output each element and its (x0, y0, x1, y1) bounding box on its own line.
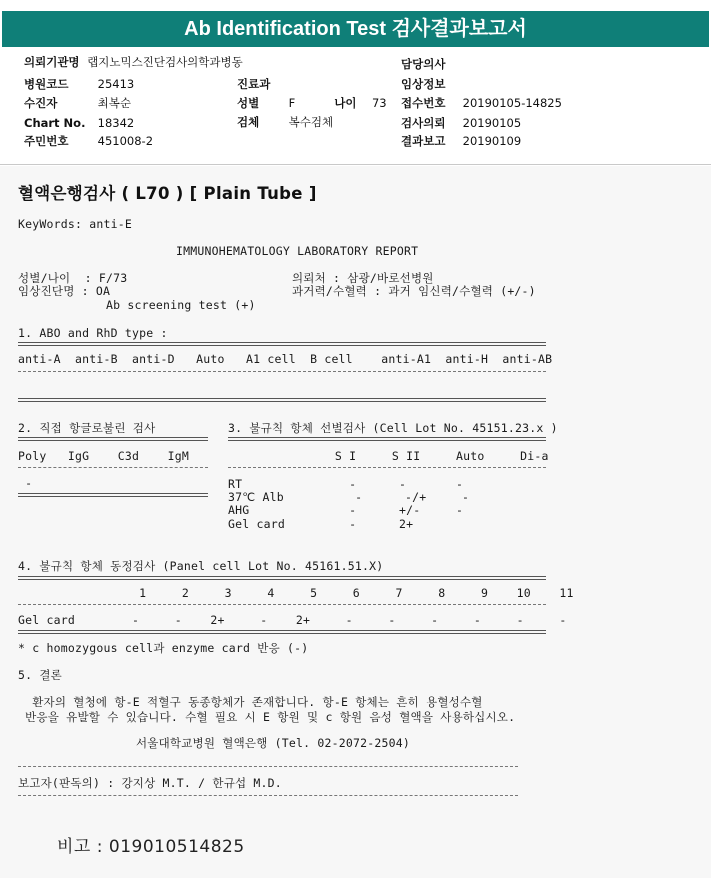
screen-columns: S I S II Auto Di-a (228, 449, 549, 463)
section3-title: 3. 불규칙 항체 선별검사 (Cell Lot No. 45151.23.x ) (228, 421, 558, 435)
specimen-row (237, 115, 333, 129)
dat-value: - (18, 476, 33, 490)
patient-label: 수진자 (24, 96, 58, 110)
clinical-row (401, 77, 445, 91)
abo-columns: anti-A anti-B anti-D Auto A1 cell B cell anti-A1 anti-H anti-AB (18, 352, 553, 366)
reporter-line: 보고자(판독의) : 강지상 M.T. / 한규섭 M.D. (18, 776, 282, 790)
receipt-value: 20190105-14825 (462, 96, 562, 110)
conclusion-line-2: 반응을 유발할 수 있습니다. 수혈 필요 시 E 항원 및 c 항원 음성 혈액을 사용하십시오. (18, 710, 516, 724)
report-date-row (401, 134, 521, 148)
request-row (401, 116, 521, 130)
screen-row-ahg: AHG - +/- - (228, 503, 464, 517)
rule (18, 371, 546, 372)
rule (18, 493, 208, 497)
dat-columns: Poly IgG C3d IgM (18, 449, 189, 463)
sex-row (237, 96, 387, 110)
history-line: 과거력/수혈력 : 과거 임신력/수혈력 (+/-) (292, 284, 536, 298)
report-heading: 혈액은행검사 ( L70 ) [ Plain Tube ] (18, 184, 317, 203)
clinical-label: 임상정보 (401, 77, 446, 91)
institution-row (24, 55, 243, 69)
report-date-label: 결과보고 (401, 134, 446, 148)
institution-value: 랩지노믹스진단검사의학과병동 (87, 55, 243, 69)
receipt-row (401, 96, 562, 110)
dept-label: 진료과 (237, 77, 271, 91)
rule (228, 437, 546, 441)
lab-title: IMMUNOHEMATOLOGY LABORATORY REPORT (176, 244, 419, 258)
hospital-code-row (24, 77, 134, 91)
keywords: KeyWords: anti-E (18, 217, 132, 231)
rule (18, 576, 546, 580)
chart-label: Chart No. (24, 116, 86, 130)
screen-row-rt: RT - - - (228, 477, 464, 491)
remark: 비고 : 019010514825 (57, 837, 245, 857)
sex-age-line: 성별/나이 : F/73 (18, 271, 128, 285)
conclusion-line-1: 환자의 혈청에 항-E 적혈구 동종항체가 존재합니다. 항-E 항체는 흔히 용혈성수혈 (18, 695, 483, 709)
report-date-value: 20190109 (462, 134, 522, 148)
rule (18, 630, 546, 634)
patient-value: 최복순 (97, 96, 131, 110)
age-label: 나이 (334, 96, 357, 110)
resident-value: 451008-2 (97, 134, 154, 148)
rule (18, 342, 546, 346)
panel-columns: 1 2 3 4 5 6 7 8 9 10 11 (18, 586, 574, 600)
screen-row-gel: Gel card - 2+ (228, 517, 414, 531)
institution-label: 의뢰기관명 (24, 55, 80, 69)
diagnosis-line: 임상진단명 : OA (18, 284, 111, 298)
doctor-row (401, 57, 445, 71)
rule (18, 437, 208, 441)
screening-line: Ab screening test (+) (106, 298, 256, 312)
panel-note: * c homozygous cell과 enzyme card 반응 (-) (18, 641, 309, 655)
screen-row-alb: 37℃ Alb - -/+ - (228, 490, 470, 504)
specimen-value: 복수검체 (288, 115, 334, 129)
doctor-label: 담당의사 (401, 57, 446, 71)
rule (228, 467, 546, 468)
age-value: 73 (371, 96, 387, 110)
resident-row (24, 134, 153, 148)
ordered-by-line: 의뢰처 : 삼광/바로선병원 (292, 271, 434, 285)
hospital-code-label: 병원코드 (24, 77, 69, 91)
hospital-code-value: 25413 (97, 77, 135, 91)
request-label: 검사의뢰 (401, 116, 446, 130)
rule (18, 604, 546, 605)
rule (18, 467, 208, 468)
patient-row (24, 96, 131, 110)
report-title-banner: Ab Identification Test 검사결과보고서 (2, 11, 709, 47)
rule (18, 795, 518, 796)
rule (18, 766, 518, 767)
section2-title: 2. 직접 항글로불린 검사 (18, 421, 156, 435)
section4-title: 4. 불규칙 항체 동정검사 (Panel cell Lot No. 45161.51.X) (18, 559, 384, 573)
section5-title: 5. 결론 (18, 668, 62, 682)
resident-label: 주민번호 (24, 134, 69, 148)
section-divider (0, 164, 711, 165)
section1-title: 1. ABO and RhD type : (18, 326, 168, 340)
rule (18, 398, 546, 402)
specimen-label: 검체 (237, 115, 260, 129)
blood-bank-contact: 서울대학교병원 혈액은행 (Tel. 02-2072-2504) (136, 736, 410, 750)
request-value: 20190105 (462, 116, 522, 130)
sex-label: 성별 (237, 96, 260, 110)
panel-row-gel: Gel card - - 2+ - 2+ - - - - - - (18, 613, 567, 627)
chart-value: 18342 (97, 116, 135, 130)
dept-row (237, 77, 270, 91)
sex-value: F (288, 96, 296, 110)
receipt-label: 접수번호 (401, 96, 446, 110)
chart-row (24, 116, 134, 130)
